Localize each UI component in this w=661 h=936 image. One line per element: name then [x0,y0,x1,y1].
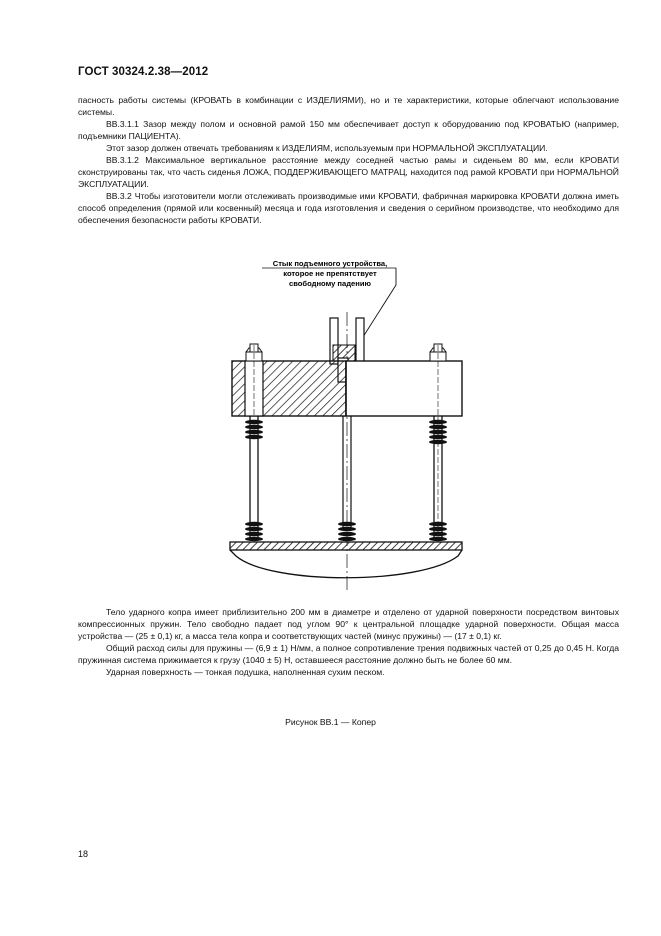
callout-label [262,259,396,348]
paragraph: Общий расход силы для пружины — (6,9 ± 1) Н/мм, а полное сопротивление трения подвижных частей от 0,25 до 0,45 Н. Когда пружинная система прижимается к грузу (1040 ± 5) Н, оставшееся расстояние должно быть не более 60 мм. [78,643,619,665]
figure-caption: Рисунок ВВ.1 — Копер [285,717,376,727]
figure-description [78,606,619,678]
upper-springs [245,420,447,444]
paragraph: Ударная поверхность — тонкая подушка, наполненная сухим песком. [106,667,385,677]
impact-base-plate [230,542,462,550]
drop-body [232,361,462,416]
document-header: ГОСТ 30324.2.38—2012 [78,66,209,78]
callout-line: Стык подъемного устройства, [272,259,388,268]
paragraph: ВВ.3.1.1 Зазор между полом и основной рамой 150 мм обеспечивает доступ к оборудованию под КРОВАТЬЮ (например, подъемники ПАЦИЕНТА). [78,119,619,141]
lower-springs [245,522,447,541]
paragraph: ВВ.3.1.2 Максимальное вертикальное расстояние между соседней частью рамы и сиденьем 80 мм, если КРОВАТИ сконструированы так, что часть сиденья ЛОЖА, ПОДДЕРЖИВАЮЩЕГО МАТРАЦ, находится под рамой КРОВАТИ при НОРМАЛЬНОЙ ЭКСПЛУАТАЦИИ. [78,155,619,189]
page-number: 18 [78,849,89,859]
paragraph: Этот зазор должен отвечать требованиям к ИЗДЕЛИЯМ, используемым при НОРМАЛЬНОЙ ЭКСПЛУАТАЦИИ. [106,143,548,153]
sand-cushion [230,550,462,578]
paragraph: Тело ударного копра имеет приблизительно 200 мм в диаметре и отделено от ударной поверхности посредством винтовых компрессионных пружин. Тело свободно падает под углом 90° к центральной площадке ударной поверхности. Общая масса устройства — (25 ± 0,1) кг, а масса тела копра и соответствующих частей (минус пружины) — (17 ± 0,1) кг. [78,607,619,641]
callout-line: которое не препятствует [283,269,377,278]
paragraph: ВВ.3.2 Чтобы изготовители могли отслеживать производимые ими КРОВАТИ, фабричная маркировка КРОВАТИ должна иметь способ определения (прямой или косвенный) месяца и года изготовления и сведения о серийном производстве, что необходимо для обеспечения безопасности работы КРОВАТИ. [78,191,619,225]
callout-line: свободному падению [288,279,372,288]
paragraph: пасность работы системы (КРОВАТЬ в комбинации с ИЗДЕЛИЯМИ), но и те характеристики, которые облегчают использование системы. [78,95,619,117]
